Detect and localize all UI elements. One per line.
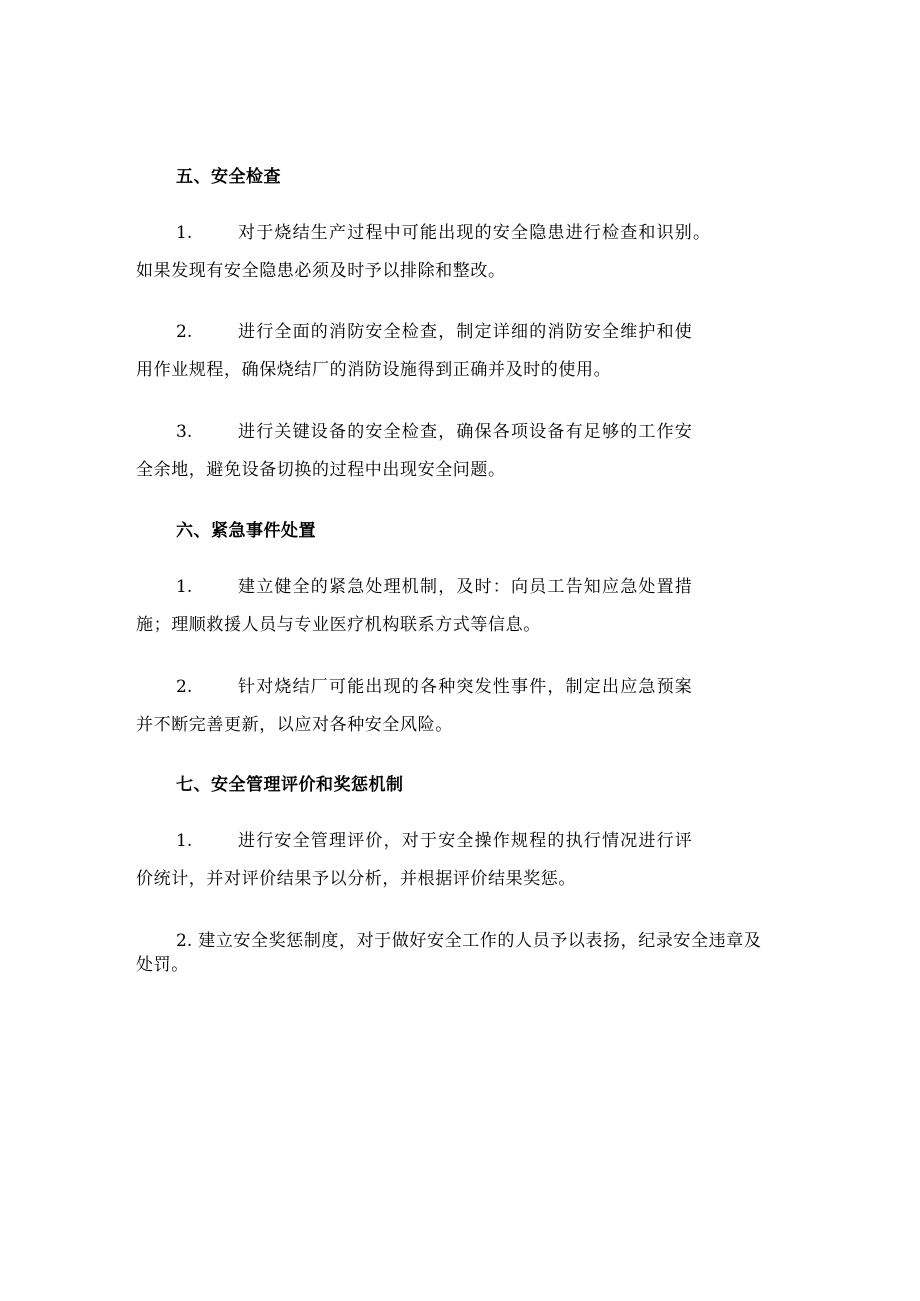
list-item bbox=[136, 830, 796, 890]
item-number: 2. bbox=[176, 677, 193, 697]
item-text-continued: 用作业规程，确保烧结厂的消防设施得到正确并及时的使用。 bbox=[136, 360, 612, 380]
list-item bbox=[136, 930, 796, 976]
item-text: 进行关键设备的安全检查，确保各项设备有足够的工作安 bbox=[238, 422, 693, 442]
item-number: 2. bbox=[176, 931, 193, 951]
item-text-continued: 价统计，并对评价结果予以分析，并根据评价结果奖惩。 bbox=[136, 869, 576, 889]
section-heading: 七、安全管理评价和奖惩机制 bbox=[176, 775, 404, 795]
item-number: 3. bbox=[176, 422, 193, 442]
section-heading: 五、安全检查 bbox=[176, 167, 281, 187]
item-number: 2. bbox=[176, 322, 193, 342]
item-text-continued: 如果发现有安全隐患必须及时予以排除和整改。 bbox=[136, 261, 506, 281]
list-item bbox=[136, 676, 796, 736]
list-item bbox=[136, 321, 796, 381]
item-text: 对于烧结生产过程中可能出现的安全隐患进行检查和识别。 bbox=[238, 223, 712, 243]
list-item bbox=[136, 576, 796, 636]
item-number: 1. bbox=[176, 577, 193, 597]
list-item bbox=[136, 222, 796, 282]
item-text: 进行全面的消防安全检查，制定详细的消防安全维护和使 bbox=[238, 322, 693, 342]
item-text-continued: 并不断完善更新，以应对各种安全风险。 bbox=[136, 715, 453, 735]
item-text-continued: 全余地，避免设备切换的过程中出现安全问题。 bbox=[136, 460, 506, 480]
item-text: 进行安全管理评价，对于安全操作规程的执行情况进行评 bbox=[238, 831, 693, 851]
item-text: 建立健全的紧急处理机制，及时：向员工告知应急处置措 bbox=[238, 577, 693, 597]
section-heading: 六、紧急事件处置 bbox=[176, 521, 316, 541]
item-text-continued: 处罚。 bbox=[136, 955, 189, 975]
list-item bbox=[136, 421, 796, 481]
item-text-continued: 施；理顺救援人员与专业医疗机构联系方式等信息。 bbox=[136, 615, 541, 635]
item-text: 建立安全奖惩制度，对于做好安全工作的人员予以表扬，纪录安全违章及 bbox=[198, 931, 762, 951]
item-text: 针对烧结厂可能出现的各种突发性事件，制定出应急预案 bbox=[238, 677, 693, 697]
item-number: 1. bbox=[176, 831, 193, 851]
item-number: 1. bbox=[176, 223, 193, 243]
